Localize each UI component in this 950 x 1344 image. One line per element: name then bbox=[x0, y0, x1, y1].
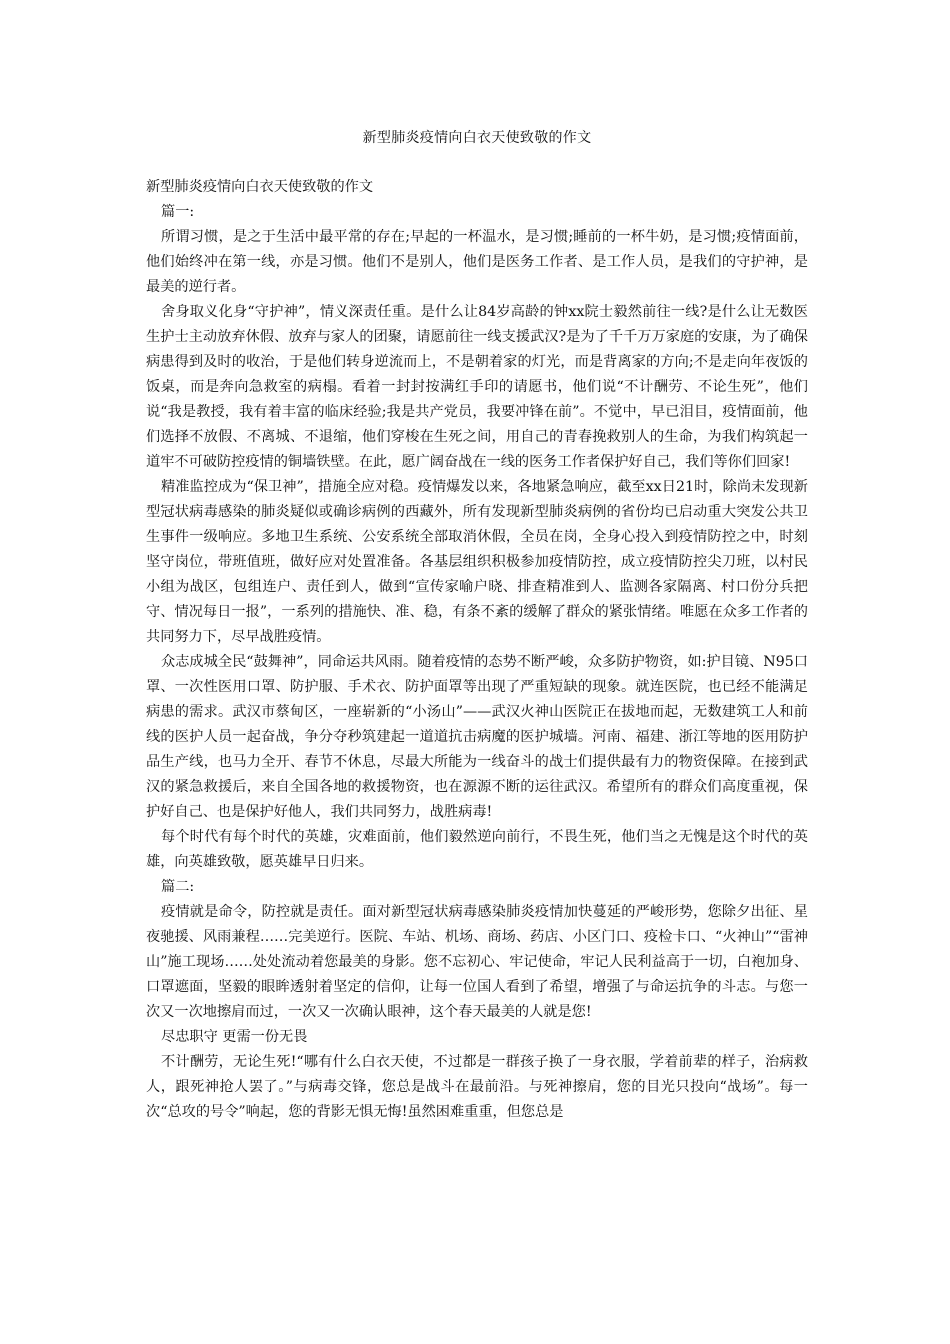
paragraph: 舍身取义化身“守护神”，情义深责任重。是什么让84岁高龄的钟xx院士毅然前往一线?是什么让无数医生护士主动放弃休假、放弃与家人的团聚，请愿前往一线支援武汉?是为了千千万万家庭的安康，为了确保病患得到及时的收治，于是他们转身逆流而上，不是朝着家的灯光，而是背离家的方向;不是走向年夜饭的饭桌，而是奔向急救室的病榻。看着一封封按满红手印的请愿书，他们说“不计酬劳、不论生死”，他们说“我是教授，我有着丰富的临床经验;我是共产党员，我要冲锋在前”。不觉中，早已泪目，疫情面前，他们选择不放假、不离城、不退缩，他们穿梭在生死之间，用自己的青春挽救别人的生命，为我们构筑起一道牢不可破防控疫情的铜墙铁壁。在此，愿广阔奋战在一线的医务工作者保护好自己，我们等你们回家! bbox=[146, 304, 808, 470]
document-body bbox=[146, 175, 808, 1125]
paragraph: 不计酬劳，无论生死!“哪有什么白衣天使，不过都是一群孩子换了一身衣服，学着前辈的样子，治病救人，跟死神抢人罢了。”与病毒交锋，您总是战斗在最前沿。与死神擦肩，您的目光只投向“战场”。每一次“总攻的号令”响起，您的背影无惧无悔!虽然困难重重，但您总是 bbox=[146, 1054, 808, 1120]
paragraph: 精准监控成为“保卫神”，措施全应对稳。疫情爆发以来，各地紧急响应，截至xx日21时，除尚未发现新型冠状病毒感染的肺炎疑似或确诊病例的西藏外，所有发现新型肺炎病例的省份均已启动重大突发公共卫生事件一级响应。多地卫生系统、公安系统全部取消休假，全员在岗，全身心投入到疫情防控之中，时刻坚守岗位，带班值班，做好应对处置准备。各基层组织积极参加疫情防控，成立疫情防控尖刀班，以村民小组为战区，包组连户、责任到人，做到“宣传家喻户晓、排查精准到人、监测各家隔离、村口份分兵把守、情况每日一报”，一系列的措施快、准、稳，有条不紊的缓解了群众的紧张情绪。唯愿在众多工作者的共同努力下，尽早战胜疫情。 bbox=[146, 479, 808, 645]
document-subtitle: 新型肺炎疫情向白衣天使致敬的作文 bbox=[146, 179, 374, 195]
document-title: 新型肺炎疫情向白衣天使致敬的作文 bbox=[362, 130, 592, 146]
paragraph: 每个时代有每个时代的英雄，灾难面前，他们毅然逆向前行，不畏生死，他们当之无愧是这个时代的英雄，向英雄致敬，愿英雄早日归来。 bbox=[146, 829, 808, 870]
section-label-one: 篇一: bbox=[161, 204, 195, 220]
paragraph: 众志成城全民“鼓舞神”，同命运共风雨。随着疫情的态势不断严峻，众多防护物资，如:护目镜、N95口罩、一次性医用口罩、防护服、手术衣、防护面罩等出现了严重短缺的现象。就连医院，也已经不能满足病患的需求。武汉市蔡甸区，一座崭新的“小汤山”——武汉火神山医院正在拔地而起，无数建筑工人和前线的医护人员一起奋战，争分夺秒筑建起一道道抗击病魔的医护城墙。河南、福建、浙江等地的医用防护品生产线，也马力全开、春节不休息，尽最大所能为一线奋斗的战士们提供最有力的物资保障。在接到武汉的紧急救援后，来自全国各地的救援物资，也在源源不断的运往武汉。希望所有的群众们高度重视，保护好自己、也是保护好他人，我们共同努力，战胜病毒! bbox=[146, 654, 808, 820]
section-label-two: 篇二: bbox=[161, 879, 195, 895]
section-heading: 尽忠职守 更需一份无畏 bbox=[161, 1029, 308, 1045]
paragraph: 所谓习惯，是之于生活中最平常的存在;早起的一杯温水，是习惯;睡前的一杯牛奶，是习惯;疫情面前，他们始终冲在第一线，亦是习惯。他们不是别人，他们是医务工作者、是工作人员，是我们的守护神，是最美的逆行者。 bbox=[146, 229, 808, 295]
paragraph: 疫情就是命令，防控就是责任。面对新型冠状病毒感染肺炎疫情加快蔓延的严峻形势，您除夕出征、星夜驰援、风雨兼程……完美逆行。医院、车站、机场、商场、药店、小区门口、疫检卡口、“火神山”“雷神山”施工现场……处处流动着您最美的身影。您不忘初心、牢记使命，牢记人民利益高于一切，白袍加身、口罩遮面，坚毅的眼眸透射着坚定的信仰，让每一位国人看到了希望，增强了与命运抗争的斗志。与您一次又一次地擦肩而过，一次又一次确认眼神，这个春天最美的人就是您! bbox=[146, 904, 808, 1020]
